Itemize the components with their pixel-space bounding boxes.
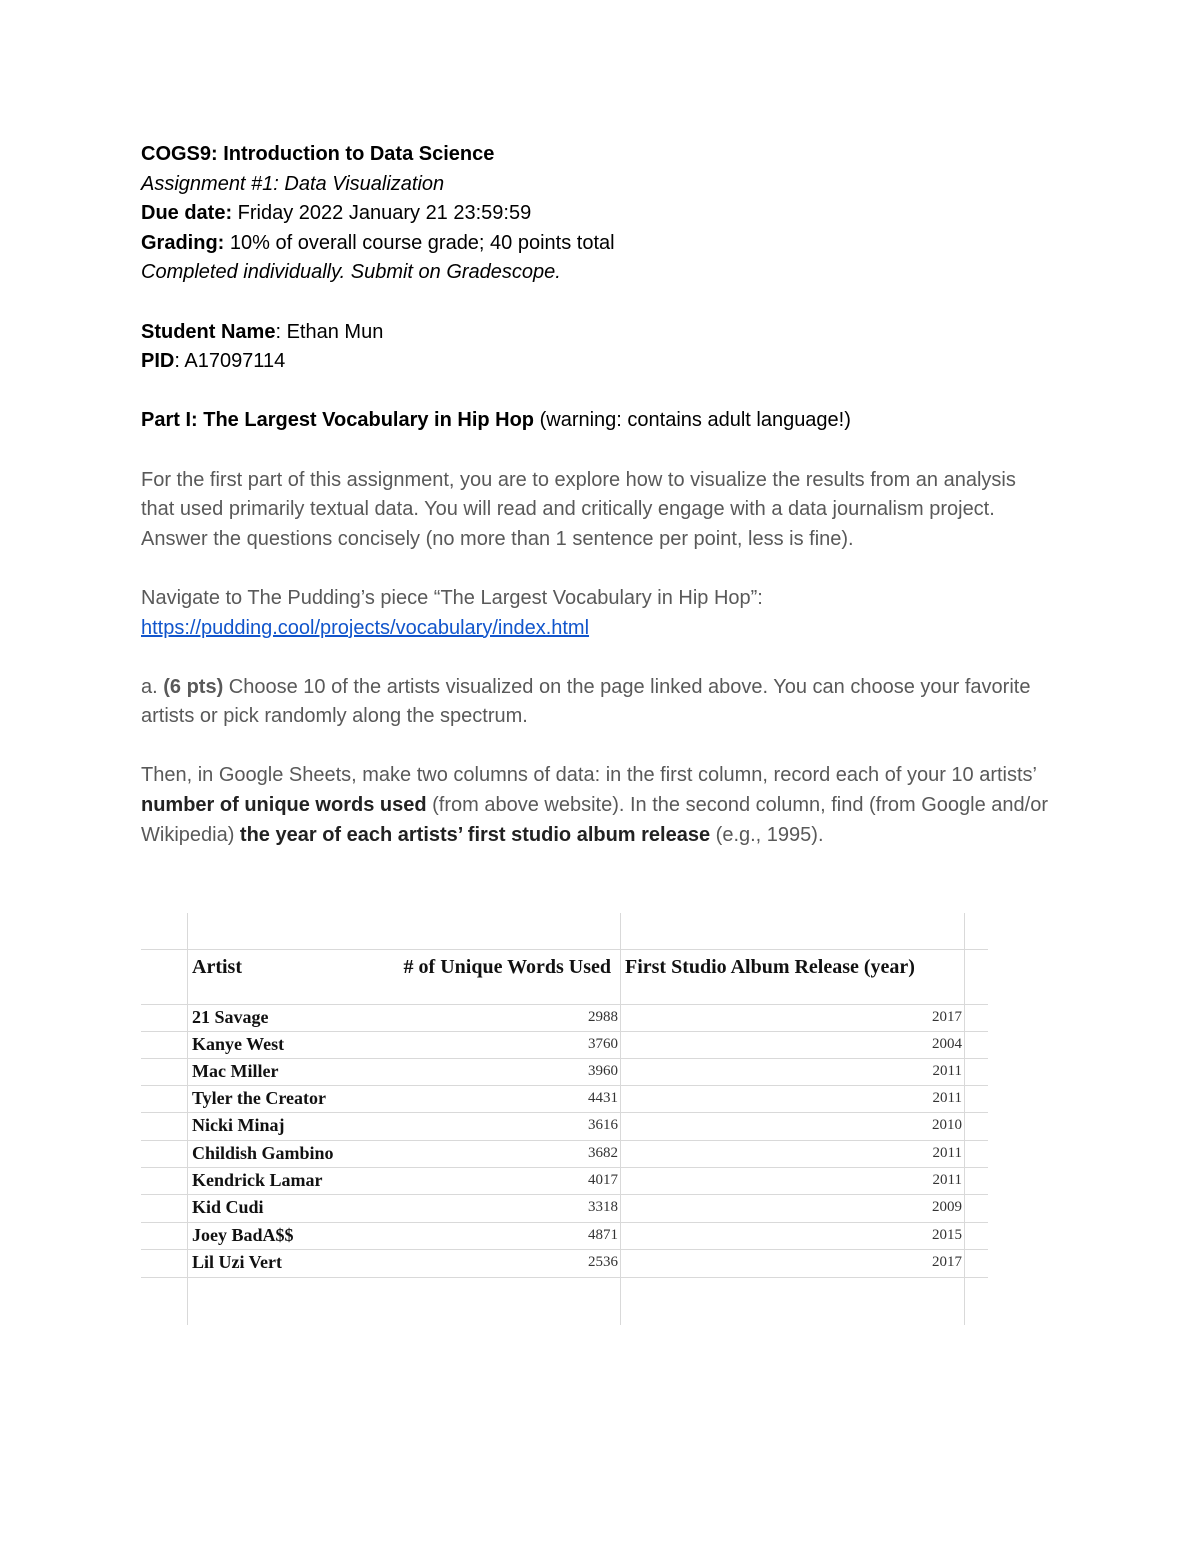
student-name: Student Name: Ethan Mun	[141, 320, 384, 343]
artist-cell: Mac Miller	[192, 1061, 279, 1081]
student-pid: PID: A17097114	[141, 350, 286, 373]
album-year-cell: 2015	[932, 1227, 962, 1243]
question-a: a. (6 pts) Choose 10 of the artists visualized on the page linked above. You can choose your favorite artists or pick randomly along the spectrum.	[141, 675, 1031, 728]
artist-cell: Nicki Minaj	[192, 1115, 285, 1135]
instructions: Completed individually. Submit on Gradescope.	[141, 261, 561, 284]
table-row	[141, 1058, 988, 1085]
question-a-instructions: Then, in Google Sheets, make two columns of data: in the first column, record each of your 10 artists’ number of unique words used (from above website). In the second column, find (from Google and/or Wikipedia) the year of each artists’ first studio album release (e.g., 1995).	[141, 764, 1048, 846]
due-date: Due date: Friday 2022 January 21 23:59:59	[141, 202, 532, 225]
url-line	[141, 614, 1051, 644]
artist-cell: 21 Savage	[192, 1007, 269, 1027]
spreadsheet-screenshot	[141, 913, 988, 1325]
artist-cell: Tyler the Creator	[192, 1088, 326, 1108]
header-artist: Artist	[192, 956, 242, 978]
album-year-cell: 2009	[932, 1199, 962, 1215]
album-year-cell: 2004	[932, 1036, 962, 1052]
unique-words-cell: 3682	[588, 1145, 618, 1161]
unique-words-cell: 2536	[588, 1254, 618, 1270]
navigate-text: Navigate to The Pudding’s piece “The Largest Vocabulary in Hip Hop”:	[141, 586, 763, 609]
assignment-title: Assignment #1: Data Visualization	[141, 172, 445, 195]
album-year-cell: 2011	[932, 1063, 962, 1079]
artist-cell: Kanye West	[192, 1034, 285, 1054]
unique-words-cell: 4017	[588, 1172, 618, 1188]
artist-cell: Kid Cudi	[192, 1197, 264, 1217]
unique-words-cell: 4871	[588, 1227, 618, 1243]
artist-cell: Childish Gambino	[192, 1143, 334, 1163]
unique-words-cell: 2988	[588, 1009, 618, 1025]
artist-cell: Kendrick Lamar	[192, 1170, 323, 1190]
grid-line	[141, 1277, 988, 1278]
pudding-link[interactable]: https://pudding.cool/projects/vocabulary/index.html	[141, 616, 590, 639]
album-year-cell: 2011	[932, 1172, 962, 1188]
unique-words-cell: 4431	[588, 1090, 618, 1106]
album-year-cell: 2011	[932, 1090, 962, 1106]
table-row	[141, 1249, 988, 1276]
unique-words-cell: 3318	[588, 1199, 618, 1215]
table-row	[141, 1004, 988, 1031]
unique-words-cell: 3616	[588, 1117, 618, 1133]
album-year-cell: 2017	[932, 1254, 962, 1270]
table-row	[141, 1167, 988, 1194]
album-year-cell: 2011	[932, 1145, 962, 1161]
table-row	[141, 1112, 988, 1139]
unique-words-cell: 3960	[588, 1063, 618, 1079]
album-year-cell: 2010	[932, 1117, 962, 1133]
album-year-cell: 2017	[932, 1009, 962, 1025]
artist-cell: Joey BadA$$	[192, 1225, 294, 1245]
document-body	[141, 140, 1051, 850]
table-row	[141, 1194, 988, 1221]
header-unique-words: # of Unique Words Used	[403, 956, 611, 978]
header-first-album: First Studio Album Release (year)	[625, 956, 915, 978]
course-title: COGS9: Introduction to Data Science	[141, 143, 495, 165]
unique-words-cell: 3760	[588, 1036, 618, 1052]
artist-cell: Lil Uzi Vert	[192, 1252, 282, 1272]
table-row	[141, 1085, 988, 1112]
table-row	[141, 1031, 988, 1058]
part1-intro: For the first part of this assignment, you are to explore how to visualize the results from an analysis that used primarily textual data. You will read and critically engage with a data journalism project. Answer the questions concisely (no more than 1 sentence per point, less is fine).	[141, 468, 1016, 550]
table-row	[141, 1140, 988, 1167]
part1-title: Part I: The Largest Vocabulary in Hip Hop (warning: contains adult language!)	[141, 409, 851, 432]
grading: Grading: 10% of overall course grade; 40 points total	[141, 231, 615, 254]
table-row	[141, 1222, 988, 1249]
